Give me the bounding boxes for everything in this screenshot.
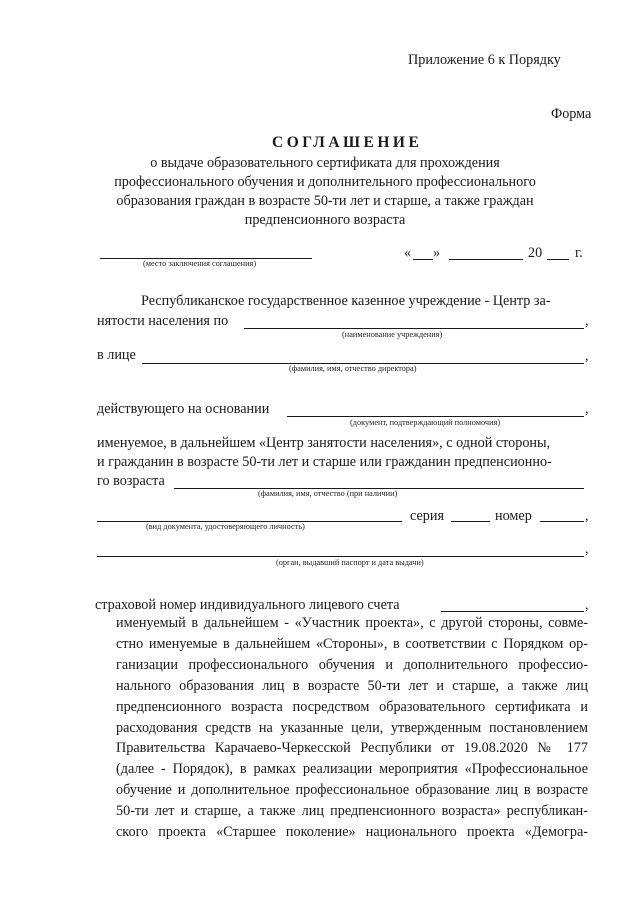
form-label: Форма [551, 106, 592, 122]
id-document-caption: (вид документа, удостоверяющего личность) [146, 522, 305, 531]
document-title: СОГЛАШЕНИЕ [272, 134, 423, 151]
body-line-6: расходования средств на указанные цели, утвержденным постановлением [116, 719, 588, 736]
agreement-body [116, 613, 588, 843]
person-caption: (фамилия, имя, отчество директора) [289, 364, 417, 373]
number-label: номер [495, 508, 532, 524]
body-line-7: Правительства Карачаево-Черкесской Республики от 19.08.2020 № 177 [116, 740, 588, 757]
body-line-11: ского проекта «Старшее поколение» национального проекта «Демогра- [116, 824, 588, 841]
org-comma: , [585, 313, 589, 329]
body-line-3: ганизации профессионального обучения и дополнительного профессио- [116, 656, 588, 673]
insurance-comma: , [585, 597, 589, 613]
org-line-2: нятости населения по [97, 313, 229, 329]
number-comma: , [585, 508, 589, 524]
date-year-line[interactable] [547, 259, 569, 260]
date-quote-close: » [433, 245, 441, 261]
date-year-prefix: 20 [528, 245, 543, 261]
series-line[interactable] [451, 521, 490, 522]
title-line-1: о выдаче образовательного сертификата для прохождения [150, 155, 500, 171]
issuer-comma: , [585, 541, 589, 557]
basis-document-line[interactable] [287, 416, 584, 417]
body-line-10: 50-ти лет и старше, а также лиц предпенсионного возраста» республикан- [116, 803, 588, 820]
body-line-8: (далее - Порядок), в рамках реализации мероприятия «Профессиональное [116, 761, 588, 778]
number-line[interactable] [540, 521, 584, 522]
person-label: в лице [97, 347, 136, 363]
body-line-5: предпенсионного возраста посредством образовательного сертификата и [116, 698, 588, 715]
insurance-number-line[interactable] [441, 611, 584, 612]
person-comma: , [585, 348, 589, 364]
org-caption: (наименование учреждения) [342, 330, 443, 339]
annex-label: Приложение 6 к Порядку [408, 52, 561, 68]
issuer-caption: (орган, выдавший паспорт и дата выдачи) [276, 558, 424, 567]
org-line-1: Республиканское государственное казенное учреждение - Центр за- [141, 293, 551, 309]
body-line-1: именуемый в дальнейшем - «Участник проекта», с другой стороны, совме- [116, 615, 588, 631]
citizen-caption: (фамилия, имя, отчество (при наличии) [258, 489, 398, 498]
date-month-line[interactable] [449, 259, 523, 260]
title-line-2: профессионального обучения и дополнительного профессионального [114, 174, 536, 190]
body-line-4: нального образования лиц в возрасте 50-ти лет и старше, а также лиц [116, 677, 588, 694]
basis-comma: , [585, 401, 589, 417]
body-line-9: обучение и дополнительное профессиональное образование лиц в возрасте [116, 782, 588, 799]
basis-label: действующего на основании [97, 401, 270, 417]
title-line-3: образования граждан в возрасте 50-ти лет и старше, а также граждан [116, 193, 534, 209]
insurance-label: страховой номер индивидуального лицевого счета [95, 597, 400, 613]
org-name-line[interactable] [244, 328, 584, 329]
named-line-1: именуемое, в дальнейшем «Центр занятости населения», с одной стороны, [97, 435, 551, 451]
body-line-2: стно именуемые в дальнейшем «Стороны», в соответствии с Порядком ор- [116, 635, 588, 652]
date-day-line[interactable] [413, 259, 433, 260]
title-line-4: предпенсионного возраста [244, 212, 406, 228]
issuer-line[interactable] [97, 556, 584, 557]
series-label: серия [410, 508, 444, 524]
date-quote-open: « [404, 245, 412, 261]
basis-caption: (документ, подтверждающий полномочия) [350, 418, 501, 427]
place-caption: (место заключения соглашения) [143, 259, 257, 268]
named-line-3: го возраста [97, 473, 165, 489]
date-year-suffix: г. [575, 245, 583, 261]
named-line-2: и гражданин в возрасте 50-ти лет и старше или гражданин предпенсионно- [97, 454, 552, 470]
